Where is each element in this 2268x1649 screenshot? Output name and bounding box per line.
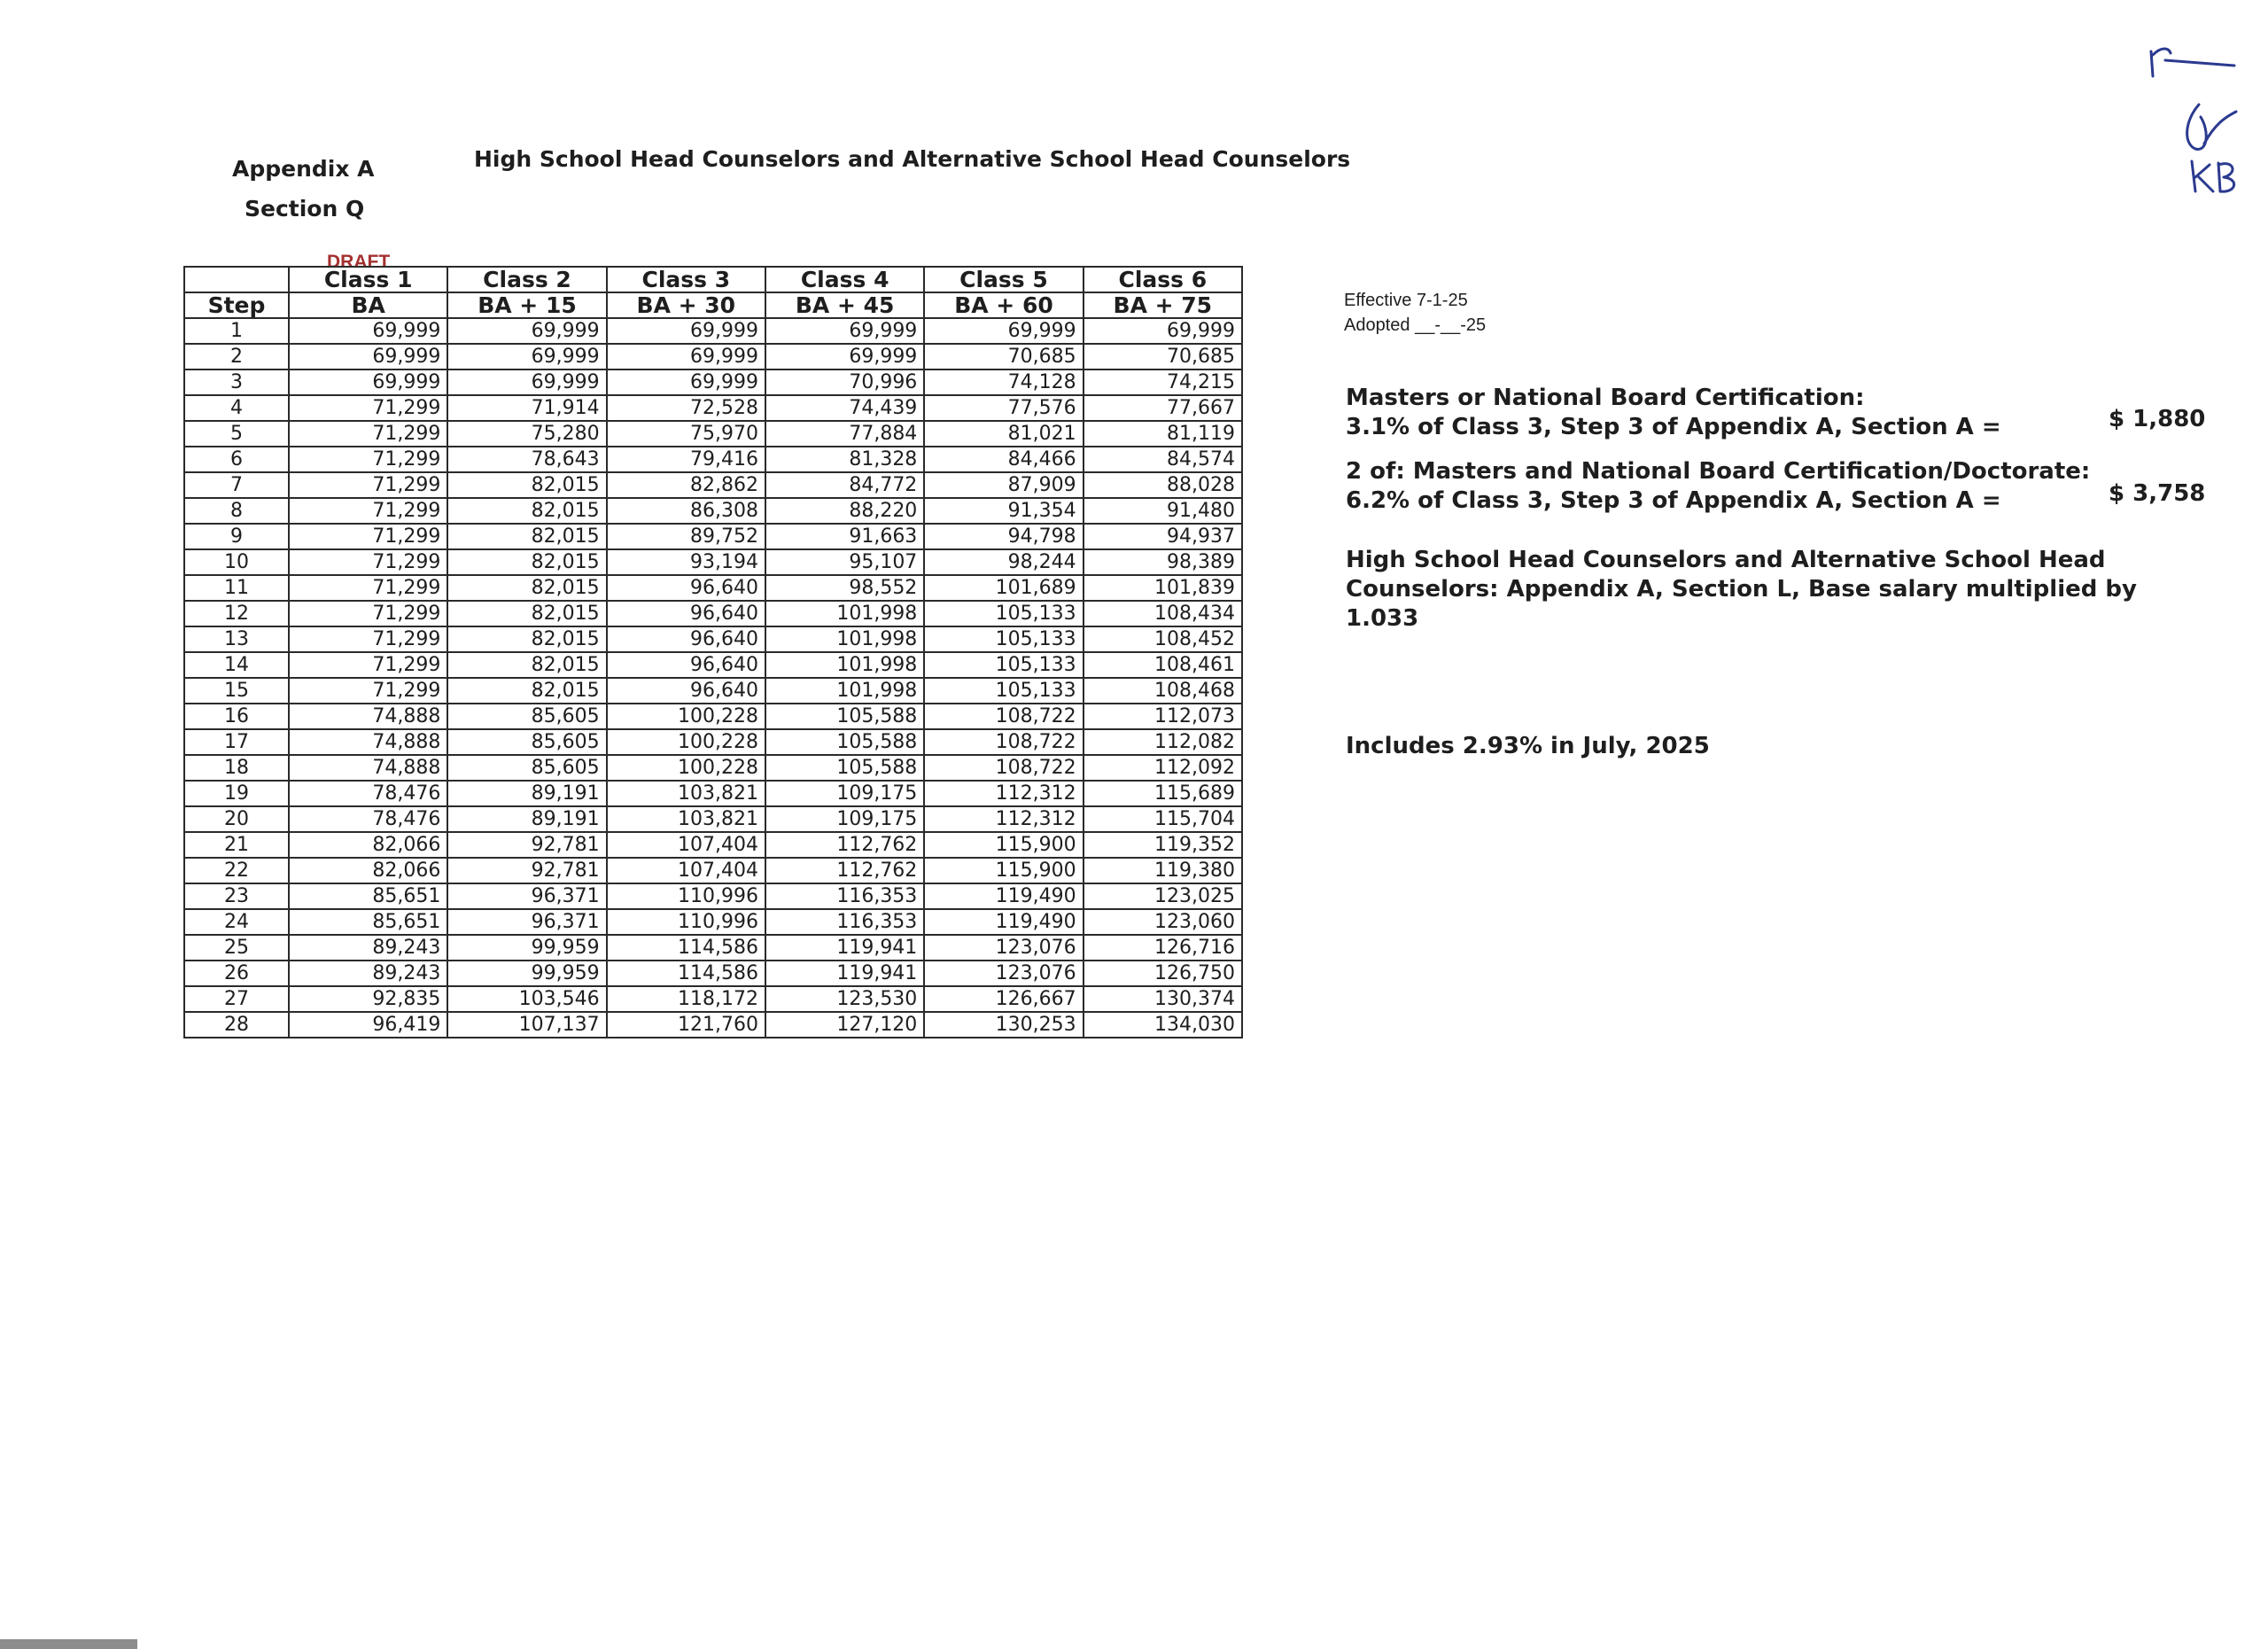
salary-cell: 123,060 <box>1084 909 1242 935</box>
salary-cell: 100,228 <box>607 755 765 781</box>
salary-cell: 96,640 <box>607 678 765 704</box>
salary-cell: 116,353 <box>765 883 924 909</box>
salary-cell: 85,605 <box>447 755 606 781</box>
salary-cell: 93,194 <box>607 549 765 575</box>
table-row <box>184 1012 1242 1038</box>
salary-cell: 82,015 <box>447 626 606 652</box>
table-row <box>184 858 1242 883</box>
salary-cell: 101,998 <box>765 626 924 652</box>
salary-cell: 69,999 <box>607 318 765 344</box>
salary-cell: 81,021 <box>924 421 1083 447</box>
salary-cell: 119,380 <box>1084 858 1242 883</box>
step-cell: 4 <box>184 395 289 421</box>
salary-cell: 134,030 <box>1084 1012 1242 1038</box>
salary-cell: 119,490 <box>924 909 1083 935</box>
table-row <box>184 678 1242 704</box>
table-row <box>184 626 1242 652</box>
salary-cell: 74,128 <box>924 369 1083 395</box>
table-row <box>184 369 1242 395</box>
step-cell: 17 <box>184 729 289 755</box>
salary-cell: 92,835 <box>289 986 447 1012</box>
step-cell: 6 <box>184 447 289 472</box>
salary-cell: 101,998 <box>765 678 924 704</box>
salary-cell: 82,015 <box>447 575 606 601</box>
salary-cell: 92,781 <box>447 858 606 883</box>
salary-cell: 82,066 <box>289 858 447 883</box>
salary-cell: 108,722 <box>924 704 1083 729</box>
salary-cell: 95,107 <box>765 549 924 575</box>
salary-cell: 109,175 <box>765 806 924 832</box>
salary-cell: 87,909 <box>924 472 1083 498</box>
salary-cell: 108,452 <box>1084 626 1242 652</box>
step-cell: 11 <box>184 575 289 601</box>
scan-edge-mark <box>0 1639 137 1649</box>
salary-cell: 69,999 <box>924 318 1083 344</box>
both-line1: 2 of: Masters and National Board Certification/Doctorate: <box>1346 458 2091 485</box>
salary-cell: 114,586 <box>607 935 765 961</box>
salary-cell: 96,640 <box>607 652 765 678</box>
step-cell: 24 <box>184 909 289 935</box>
salary-cell: 89,752 <box>607 524 765 549</box>
table-row <box>184 344 1242 369</box>
salary-cell: 130,374 <box>1084 986 1242 1012</box>
table-row <box>184 601 1242 626</box>
step-cell: 21 <box>184 832 289 858</box>
document-title: High School Head Counselors and Alternative School Head Counselors <box>474 146 1351 172</box>
salary-cell: 108,468 <box>1084 678 1242 704</box>
step-cell: 25 <box>184 935 289 961</box>
salary-cell: 100,228 <box>607 729 765 755</box>
table-row <box>184 961 1242 986</box>
salary-cell: 84,772 <box>765 472 924 498</box>
salary-cell: 70,996 <box>765 369 924 395</box>
table-row <box>184 421 1242 447</box>
salary-cell: 74,888 <box>289 729 447 755</box>
salary-cell: 109,175 <box>765 781 924 806</box>
salary-cell: 74,439 <box>765 395 924 421</box>
step-cell: 22 <box>184 858 289 883</box>
salary-cell: 126,667 <box>924 986 1083 1012</box>
salary-cell: 115,689 <box>1084 781 1242 806</box>
adopted-date: Adopted __-__-25 <box>1344 315 1487 335</box>
masters-stipend-note <box>1346 384 2214 442</box>
salary-cell: 115,900 <box>924 858 1083 883</box>
salary-cell: 108,722 <box>924 729 1083 755</box>
salary-cell: 91,354 <box>924 498 1083 524</box>
salary-cell: 71,299 <box>289 498 447 524</box>
salary-cell: 70,685 <box>924 344 1083 369</box>
step-cell: 26 <box>184 961 289 986</box>
table-row <box>184 883 1242 909</box>
step-cell: 19 <box>184 781 289 806</box>
salary-cell: 75,970 <box>607 421 765 447</box>
table-row <box>184 549 1242 575</box>
salary-cell: 119,490 <box>924 883 1083 909</box>
salary-cell: 119,352 <box>1084 832 1242 858</box>
salary-cell: 98,244 <box>924 549 1083 575</box>
salary-cell: 69,999 <box>447 369 606 395</box>
dual-certification-note <box>1346 457 2214 516</box>
salary-cell: 99,959 <box>447 961 606 986</box>
salary-cell: 72,528 <box>607 395 765 421</box>
includes-raise-note: Includes 2.93% in July, 2025 <box>1346 733 1710 759</box>
salary-cell: 114,586 <box>607 961 765 986</box>
step-cell: 23 <box>184 883 289 909</box>
salary-cell: 78,476 <box>289 781 447 806</box>
step-cell: 5 <box>184 421 289 447</box>
salary-cell: 105,133 <box>924 678 1083 704</box>
salary-cell: 126,716 <box>1084 935 1242 961</box>
salary-cell: 74,888 <box>289 704 447 729</box>
class-header: Class 1 <box>289 267 447 292</box>
draft-watermark: DRAFT <box>327 252 391 272</box>
salary-cell: 112,312 <box>924 806 1083 832</box>
salary-cell: 71,299 <box>289 652 447 678</box>
step-cell: 13 <box>184 626 289 652</box>
salary-cell: 89,191 <box>447 781 606 806</box>
salary-cell: 103,821 <box>607 806 765 832</box>
step-cell: 28 <box>184 1012 289 1038</box>
salary-cell: 88,220 <box>765 498 924 524</box>
salary-cell: 84,574 <box>1084 447 1242 472</box>
salary-cell: 81,328 <box>765 447 924 472</box>
degree-header: BA + 45 <box>765 292 924 318</box>
salary-cell: 94,937 <box>1084 524 1242 549</box>
salary-cell: 103,546 <box>447 986 606 1012</box>
salary-cell: 71,299 <box>289 575 447 601</box>
step-cell: 10 <box>184 549 289 575</box>
both-line2: 6.2% of Class 3, Step 3 of Appendix A, Section A = <box>1346 487 2001 514</box>
masters-line2: 3.1% of Class 3, Step 3 of Appendix A, Section A = <box>1346 414 2001 440</box>
table-row <box>184 318 1242 344</box>
salary-cell: 77,884 <box>765 421 924 447</box>
salary-cell: 98,552 <box>765 575 924 601</box>
salary-rows <box>184 318 1242 1038</box>
table-row <box>184 832 1242 858</box>
salary-cell: 123,025 <box>1084 883 1242 909</box>
degree-header-row <box>184 292 1242 318</box>
salary-cell: 107,404 <box>607 832 765 858</box>
salary-cell: 71,299 <box>289 601 447 626</box>
salary-cell: 89,191 <box>447 806 606 832</box>
salary-cell: 79,416 <box>607 447 765 472</box>
table-row <box>184 575 1242 601</box>
table-row <box>184 472 1242 498</box>
table-row <box>184 729 1242 755</box>
salary-cell: 96,640 <box>607 575 765 601</box>
salary-cell: 112,082 <box>1084 729 1242 755</box>
salary-cell: 105,588 <box>765 729 924 755</box>
table-row <box>184 704 1242 729</box>
step-cell: 2 <box>184 344 289 369</box>
step-cell: 9 <box>184 524 289 549</box>
salary-cell: 82,862 <box>607 472 765 498</box>
salary-cell: 82,015 <box>447 472 606 498</box>
table-row <box>184 447 1242 472</box>
salary-cell: 71,299 <box>289 626 447 652</box>
salary-cell: 126,750 <box>1084 961 1242 986</box>
salary-cell: 74,888 <box>289 755 447 781</box>
salary-cell: 89,243 <box>289 961 447 986</box>
salary-cell: 100,228 <box>607 704 765 729</box>
salary-cell: 110,996 <box>607 883 765 909</box>
salary-cell: 107,137 <box>447 1012 606 1038</box>
salary-cell: 105,133 <box>924 601 1083 626</box>
salary-cell: 96,640 <box>607 601 765 626</box>
salary-cell: 92,781 <box>447 832 606 858</box>
class-header: Class 2 <box>447 267 606 292</box>
salary-cell: 81,119 <box>1084 421 1242 447</box>
effective-date: Effective 7-1-25 <box>1344 291 1468 310</box>
salary-cell: 71,299 <box>289 549 447 575</box>
degree-header: BA + 15 <box>447 292 606 318</box>
handwritten-initials-signature <box>2126 35 2259 204</box>
table-row <box>184 652 1242 678</box>
salary-cell: 69,999 <box>289 318 447 344</box>
salary-cell: 130,253 <box>924 1012 1083 1038</box>
salary-cell: 78,476 <box>289 806 447 832</box>
salary-cell: 123,076 <box>924 935 1083 961</box>
step-cell: 14 <box>184 652 289 678</box>
salary-cell: 70,685 <box>1084 344 1242 369</box>
salary-cell: 71,299 <box>289 524 447 549</box>
step-cell: 8 <box>184 498 289 524</box>
salary-cell: 69,999 <box>447 318 606 344</box>
salary-cell: 105,588 <box>765 755 924 781</box>
salary-cell: 112,073 <box>1084 704 1242 729</box>
step-header: Step <box>184 292 289 318</box>
table-row <box>184 781 1242 806</box>
table-row <box>184 524 1242 549</box>
salary-cell: 107,404 <box>607 858 765 883</box>
salary-cell: 82,015 <box>447 524 606 549</box>
dual-certification-amount: $ 3,758 <box>2109 480 2206 507</box>
salary-cell: 89,243 <box>289 935 447 961</box>
salary-cell: 71,299 <box>289 472 447 498</box>
salary-cell: 103,821 <box>607 781 765 806</box>
salary-cell: 110,996 <box>607 909 765 935</box>
salary-cell: 69,999 <box>765 318 924 344</box>
salary-cell: 112,092 <box>1084 755 1242 781</box>
masters-line1: Masters or National Board Certification: <box>1346 385 1865 411</box>
salary-cell: 101,998 <box>765 601 924 626</box>
salary-cell: 123,530 <box>765 986 924 1012</box>
salary-cell: 69,999 <box>607 344 765 369</box>
salary-cell: 69,999 <box>1084 318 1242 344</box>
masters-amount: $ 1,880 <box>2109 406 2206 432</box>
salary-cell: 105,588 <box>765 704 924 729</box>
salary-cell: 77,576 <box>924 395 1083 421</box>
salary-cell: 96,419 <box>289 1012 447 1038</box>
class-header: Class 6 <box>1084 267 1242 292</box>
salary-cell: 101,839 <box>1084 575 1242 601</box>
salary-cell: 78,643 <box>447 447 606 472</box>
salary-schedule-table <box>183 266 1243 1038</box>
salary-cell: 99,959 <box>447 935 606 961</box>
salary-cell: 82,015 <box>447 498 606 524</box>
salary-cell: 101,998 <box>765 652 924 678</box>
salary-cell: 108,461 <box>1084 652 1242 678</box>
step-cell: 7 <box>184 472 289 498</box>
salary-cell: 108,722 <box>924 755 1083 781</box>
salary-cell: 82,015 <box>447 652 606 678</box>
salary-cell: 71,299 <box>289 678 447 704</box>
salary-cell: 84,466 <box>924 447 1083 472</box>
table-row <box>184 935 1242 961</box>
salary-cell: 96,640 <box>607 626 765 652</box>
salary-cell: 119,941 <box>765 935 924 961</box>
salary-cell: 82,015 <box>447 549 606 575</box>
degree-header: BA <box>289 292 447 318</box>
salary-cell: 116,353 <box>765 909 924 935</box>
salary-cell: 96,371 <box>447 883 606 909</box>
salary-cell: 85,605 <box>447 729 606 755</box>
salary-cell: 82,015 <box>447 678 606 704</box>
salary-cell: 71,299 <box>289 447 447 472</box>
step-cell: 12 <box>184 601 289 626</box>
salary-cell: 85,651 <box>289 883 447 909</box>
step-cell: 20 <box>184 806 289 832</box>
salary-cell: 82,066 <box>289 832 447 858</box>
salary-cell: 85,651 <box>289 909 447 935</box>
step-header-blank <box>184 267 289 292</box>
degree-header: BA + 30 <box>607 292 765 318</box>
section-label: Section Q <box>245 196 365 222</box>
salary-cell: 91,663 <box>765 524 924 549</box>
salary-cell: 86,308 <box>607 498 765 524</box>
salary-cell: 71,299 <box>289 395 447 421</box>
salary-cell: 101,689 <box>924 575 1083 601</box>
class-header: Class 5 <box>924 267 1083 292</box>
table-row <box>184 806 1242 832</box>
salary-cell: 98,389 <box>1084 549 1242 575</box>
salary-cell: 88,028 <box>1084 472 1242 498</box>
salary-cell: 96,371 <box>447 909 606 935</box>
salary-cell: 69,999 <box>289 369 447 395</box>
salary-cell: 75,280 <box>447 421 606 447</box>
salary-cell: 94,798 <box>924 524 1083 549</box>
appendix-label: Appendix A <box>232 156 375 182</box>
table-row <box>184 498 1242 524</box>
salary-cell: 69,999 <box>447 344 606 369</box>
table-row <box>184 986 1242 1012</box>
salary-cell: 112,762 <box>765 858 924 883</box>
salary-cell: 115,900 <box>924 832 1083 858</box>
salary-cell: 71,299 <box>289 421 447 447</box>
counselor-multiplier-note: High School Head Counselors and Alternative School Head Counselors: Appendix A, Section L, Base salary multiplied by 1.033 <box>1346 547 2137 632</box>
salary-cell: 69,999 <box>765 344 924 369</box>
salary-cell: 112,762 <box>765 832 924 858</box>
salary-cell: 118,172 <box>607 986 765 1012</box>
step-cell: 18 <box>184 755 289 781</box>
table-row <box>184 755 1242 781</box>
salary-cell: 119,941 <box>765 961 924 986</box>
table-row <box>184 909 1242 935</box>
salary-cell: 123,076 <box>924 961 1083 986</box>
salary-cell: 108,434 <box>1084 601 1242 626</box>
salary-cell: 85,605 <box>447 704 606 729</box>
salary-cell: 71,914 <box>447 395 606 421</box>
salary-cell: 115,704 <box>1084 806 1242 832</box>
table-row <box>184 395 1242 421</box>
class-header: Class 4 <box>765 267 924 292</box>
salary-cell: 69,999 <box>289 344 447 369</box>
salary-cell: 69,999 <box>607 369 765 395</box>
step-cell: 1 <box>184 318 289 344</box>
salary-cell: 121,760 <box>607 1012 765 1038</box>
step-cell: 15 <box>184 678 289 704</box>
class-header: Class 3 <box>607 267 765 292</box>
class-header-row <box>184 267 1242 292</box>
salary-cell: 112,312 <box>924 781 1083 806</box>
salary-cell: 127,120 <box>765 1012 924 1038</box>
salary-cell: 105,133 <box>924 626 1083 652</box>
salary-cell: 91,480 <box>1084 498 1242 524</box>
step-cell: 27 <box>184 986 289 1012</box>
salary-cell: 105,133 <box>924 652 1083 678</box>
degree-header: BA + 60 <box>924 292 1083 318</box>
salary-cell: 77,667 <box>1084 395 1242 421</box>
salary-cell: 74,215 <box>1084 369 1242 395</box>
degree-header: BA + 75 <box>1084 292 1242 318</box>
step-cell: 3 <box>184 369 289 395</box>
step-cell: 16 <box>184 704 289 729</box>
salary-cell: 82,015 <box>447 601 606 626</box>
